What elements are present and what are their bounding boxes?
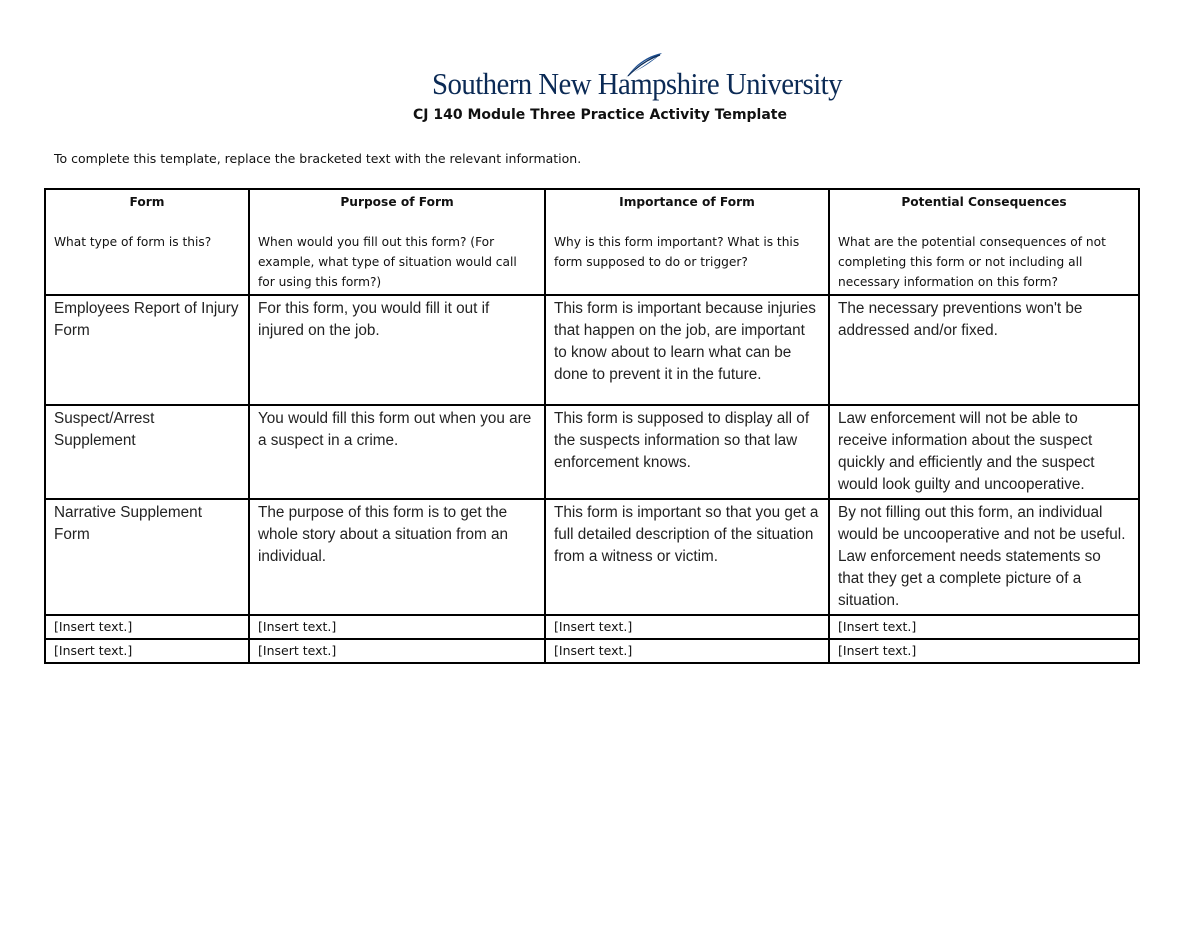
header-title: Potential Consequences <box>901 195 1067 209</box>
table-cell[interactable]: This form is important because injuries that happen on the job, are important to know about to learn what can be done to prevent it in the future. <box>545 295 829 405</box>
header-title: Importance of Form <box>619 195 755 209</box>
table-cell[interactable]: By not filling out this form, an individual would be uncooperative and not be useful. Law enforcement needs statements so that they get a complete picture of a situation. <box>829 499 1139 615</box>
table-cell[interactable]: Law enforcement will not be able to receive information about the suspect quickly and efficiently and the suspect would look guilty and uncooperative. <box>829 405 1139 499</box>
table-row <box>45 295 1139 405</box>
insert-text-cell[interactable]: [Insert text.] <box>45 615 249 639</box>
table-cell[interactable]: The necessary preventions won't be addressed and/or fixed. <box>829 295 1139 405</box>
header-prompt: What type of form is this? <box>54 235 212 249</box>
insert-text-cell[interactable]: [Insert text.] <box>829 639 1139 663</box>
insert-text-cell[interactable]: [Insert text.] <box>249 615 545 639</box>
header-consequences <box>829 189 1139 295</box>
forms-table <box>44 188 1140 664</box>
insert-text-cell[interactable]: [Insert text.] <box>829 615 1139 639</box>
table-row <box>45 499 1139 615</box>
logo-wordmark: Southern New Hampshire University <box>432 66 842 101</box>
leaf-icon <box>624 52 664 80</box>
header-prompt: What are the potential consequences of not completing this form or not including all necessary information on this form? <box>838 235 1106 289</box>
table-row <box>45 639 1139 663</box>
table-cell[interactable]: Suspect/Arrest Supplement <box>45 405 249 499</box>
header-prompt: Why is this form important? What is this form supposed to do or trigger? <box>554 235 800 269</box>
instructions-text: To complete this template, replace the bracketed text with the relevant information. <box>54 151 582 166</box>
table-cell[interactable]: For this form, you would fill it out if injured on the job. <box>249 295 545 405</box>
insert-text-cell[interactable]: [Insert text.] <box>545 639 829 663</box>
header-title: Purpose of Form <box>340 195 454 209</box>
header-form <box>45 189 249 295</box>
university-logo <box>432 52 842 104</box>
header-title: Form <box>129 195 165 209</box>
insert-text-cell[interactable]: [Insert text.] <box>249 639 545 663</box>
table-header-row <box>45 189 1139 295</box>
table-cell[interactable]: This form is supposed to display all of the suspects information so that law enforcement knows. <box>545 405 829 499</box>
insert-text-cell[interactable]: [Insert text.] <box>45 639 249 663</box>
table-cell[interactable]: You would fill this form out when you are a suspect in a crime. <box>249 405 545 499</box>
table-cell[interactable]: This form is important so that you get a full detailed description of the situation from a witness or victim. <box>545 499 829 615</box>
table-row <box>45 615 1139 639</box>
header-purpose <box>249 189 545 295</box>
header-importance <box>545 189 829 295</box>
table-row <box>45 405 1139 499</box>
header-prompt: When would you fill out this form? (For example, what type of situation would call for using this form?) <box>258 235 517 289</box>
insert-text-cell[interactable]: [Insert text.] <box>545 615 829 639</box>
table-cell[interactable]: Narrative Supplement Form <box>45 499 249 615</box>
table-cell[interactable]: The purpose of this form is to get the whole story about a situation from an individual. <box>249 499 545 615</box>
document-title: CJ 140 Module Three Practice Activity Template <box>413 107 787 123</box>
table-cell[interactable]: Employees Report of Injury Form <box>45 295 249 405</box>
